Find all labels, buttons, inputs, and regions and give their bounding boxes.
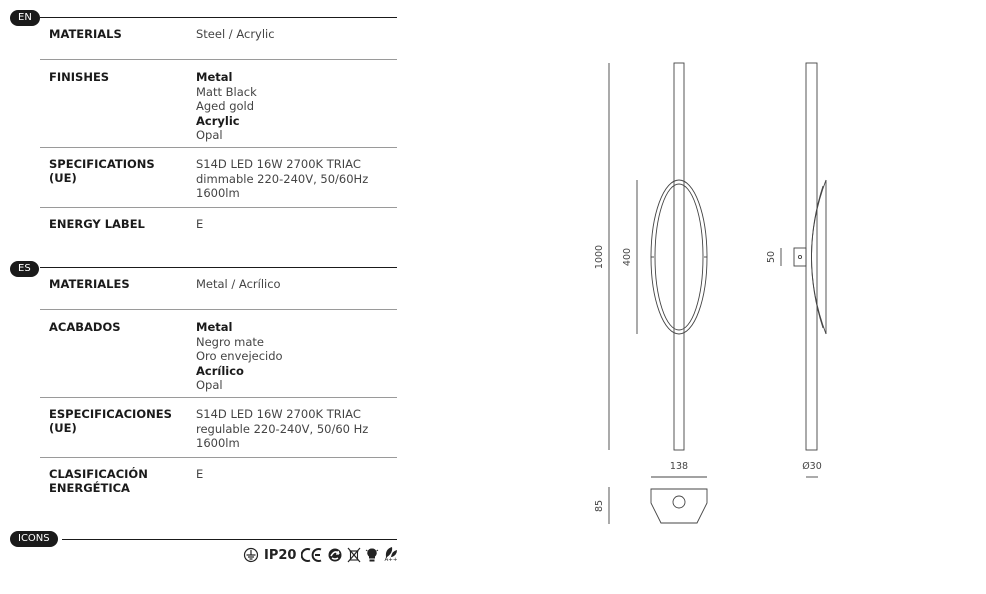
dim-mount-label: 50 xyxy=(766,250,777,264)
dim-diameter-label: Ø30 xyxy=(802,461,822,472)
value-line: regulable 220-240V, 50/60 Hz xyxy=(196,421,369,436)
value-line: Opal xyxy=(196,128,223,142)
front-tube xyxy=(674,63,684,450)
value-line: Acrylic xyxy=(196,113,240,128)
label-clasificacion: CLASIFICACIÓN ENERGÉTICA xyxy=(49,467,148,495)
value-line: Aged gold xyxy=(196,99,255,113)
icons-tag: ICONS xyxy=(10,531,58,547)
lang-tag-en: EN xyxy=(10,10,40,26)
value-line: E xyxy=(196,467,204,481)
label-finishes: FINISHES xyxy=(49,70,110,84)
value-line: Acrílico xyxy=(196,363,244,378)
label-especificaciones: ESPECIFICACIONES (UE) xyxy=(49,407,172,435)
value-line: 1600lm xyxy=(196,436,240,450)
value-line: Matt Black xyxy=(196,84,257,99)
value-line: Metal xyxy=(196,320,233,334)
top-view-tube xyxy=(673,496,685,508)
label-materials: MATERIALS xyxy=(49,27,122,41)
value-line: S14D LED 16W 2700K TRIAC xyxy=(196,157,361,171)
value-line: Metal / Acrílico xyxy=(196,277,281,291)
value-line: Metal xyxy=(196,70,233,84)
front-diffuser xyxy=(651,180,707,334)
value-line: 1600lm xyxy=(196,186,240,200)
dim-height-label: 1000 xyxy=(594,244,605,270)
value-line: Negro mate xyxy=(196,334,264,349)
value-line: Opal xyxy=(196,378,223,392)
dim-width-label: 138 xyxy=(669,461,689,472)
label-acabados: ACABADOS xyxy=(49,320,121,334)
label-energy: ENERGY LABEL xyxy=(49,217,145,231)
top-view-body xyxy=(651,489,707,523)
value-line: E xyxy=(196,217,204,231)
lang-tag-es: ES xyxy=(10,261,39,277)
dim-diffuser-label: 400 xyxy=(622,247,633,267)
energy-class-label: A++ xyxy=(384,557,398,563)
front-diffuser-inner xyxy=(655,184,703,330)
value-line: Steel / Acrylic xyxy=(196,27,275,41)
value-line: dimmable 220-240V, 50/60Hz xyxy=(196,171,369,186)
side-mount xyxy=(794,248,806,266)
value-line: Oro envejecido xyxy=(196,349,283,363)
side-diffuser xyxy=(812,180,827,334)
label-specifications: SPECIFICATIONS (UE) xyxy=(49,157,155,185)
label-materiales: MATERIALES xyxy=(49,277,130,291)
dim-depth-label: 85 xyxy=(594,499,605,513)
value-line: S14D LED 16W 2700K TRIAC xyxy=(196,407,361,421)
ip20-label: IP20 xyxy=(264,547,297,563)
